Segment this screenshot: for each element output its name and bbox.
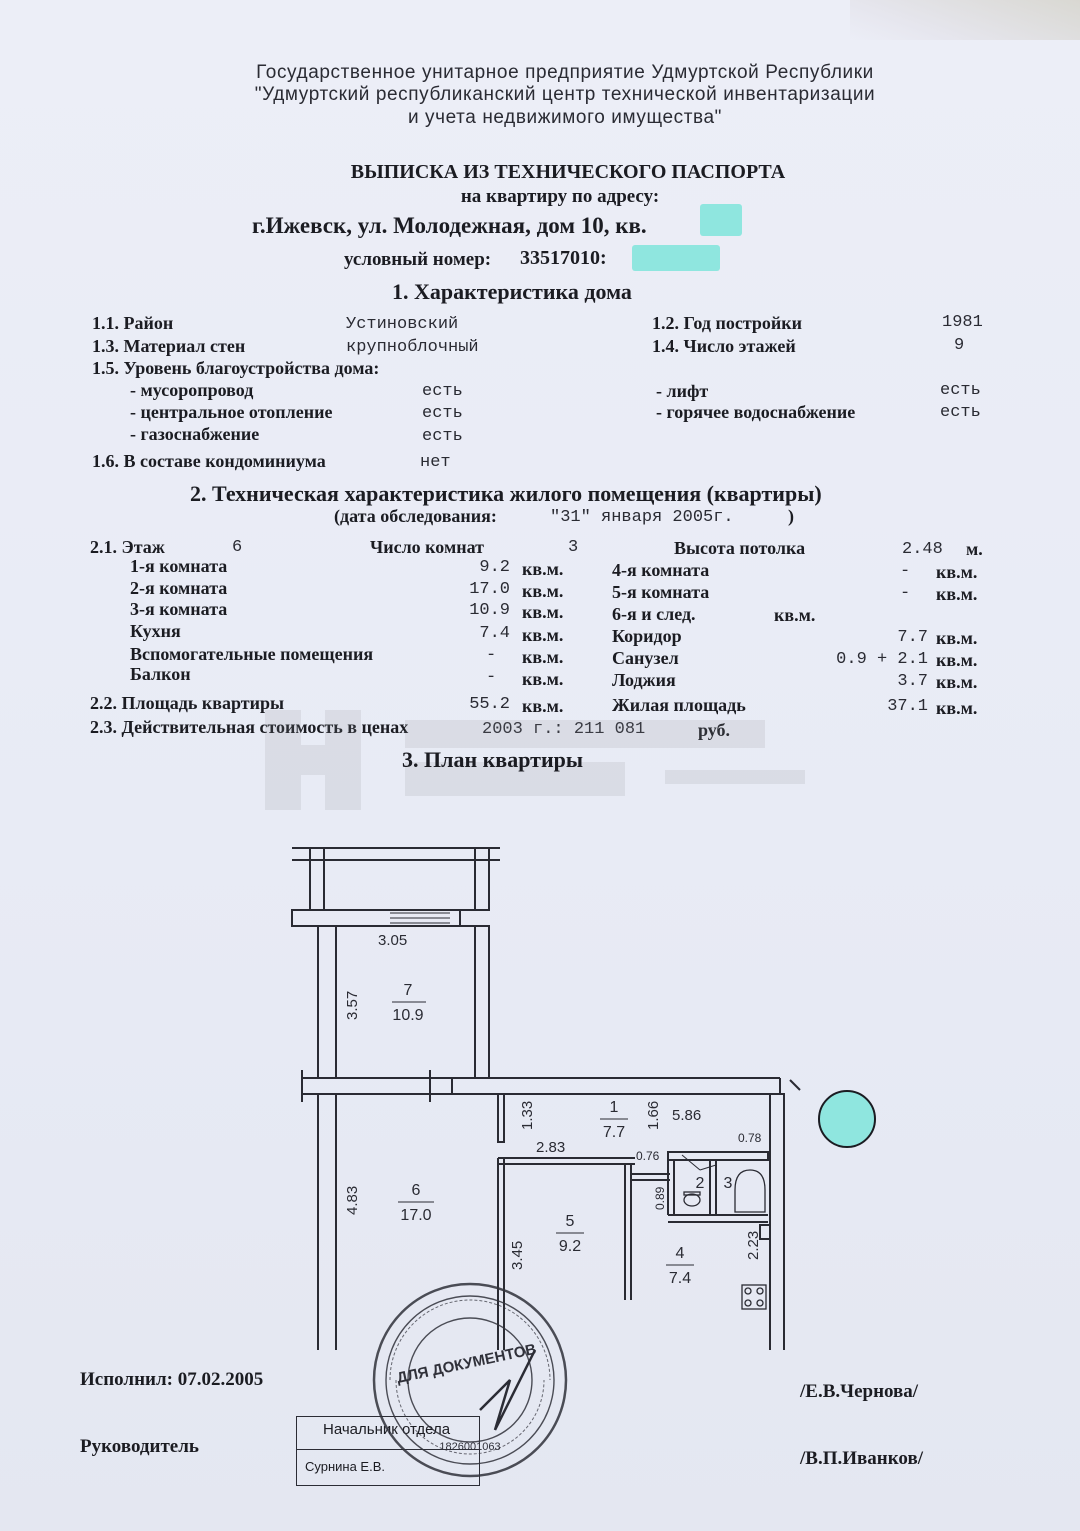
rooms-label: Число комнат: [370, 537, 484, 557]
redaction-mask: [700, 204, 742, 236]
room5-label: 5-я комната: [612, 582, 710, 602]
room-2-number: 2: [695, 1175, 705, 1192]
aux-unit: кв.м.: [522, 647, 564, 667]
gas-value: есть: [422, 427, 463, 446]
area-unit: кв.м.: [522, 696, 564, 716]
balcony-unit: кв.м.: [522, 669, 564, 689]
aux-value: -: [486, 646, 497, 665]
dim-089: 0.89: [653, 1186, 667, 1210]
room5-unit: кв.м.: [936, 584, 978, 604]
dim-166: 1.66: [645, 1100, 662, 1130]
dim-078: 0.78: [738, 1131, 762, 1145]
room4-value: -: [900, 562, 911, 581]
room3-value: 10.9: [469, 601, 510, 620]
org-line-2: "Удмуртский республиканский центр технической инвентаризации: [254, 84, 876, 105]
gas-label: - газоснабжение: [130, 424, 260, 444]
walls-value: крупноблочный: [346, 338, 479, 357]
dim-223: 2.23: [745, 1230, 762, 1260]
district-label: 1.1. Район: [92, 313, 174, 333]
kitchen-value: 7.4: [479, 624, 510, 643]
bath-unit: кв.м.: [936, 650, 978, 670]
garbage-label: - мусоропровод: [130, 380, 254, 400]
room-6-area: 17.0: [400, 1207, 432, 1224]
floor-label: 2.1. Этаж: [90, 537, 165, 557]
ceiling-label: Высота потолка: [674, 538, 806, 558]
garbage-value: есть: [422, 382, 463, 401]
bath-value: 0.9 + 2.1: [836, 650, 928, 669]
room-1-number: 1: [609, 1099, 619, 1116]
balcony-label: Балкон: [130, 664, 191, 684]
cost-unit: руб.: [698, 720, 731, 740]
room-5-number: 5: [565, 1213, 575, 1230]
org-line-1: Государственное унитарное предприятие Удмуртской Республики: [256, 62, 874, 83]
cond-number-label: условный номер:: [344, 249, 492, 270]
dim-483: 4.83: [344, 1185, 361, 1215]
living-unit: кв.м.: [936, 698, 978, 718]
room1-value: 9.2: [479, 558, 510, 577]
walls-label: 1.3. Материал стен: [92, 336, 246, 356]
executor-name: /Е.В.Чернова/: [800, 1381, 919, 1402]
hotwater-label: - горячее водоснабжение: [656, 402, 856, 422]
room4-label: 4-я комната: [612, 560, 710, 580]
dim-586: 5.86: [672, 1107, 702, 1124]
section2-heading: 2. Техническая характеристика жилого помещения (квартиры): [190, 481, 822, 506]
balcony-value: -: [486, 668, 497, 687]
box-name: Сурнина Е.В.: [305, 1459, 385, 1474]
room-1-area: 7.7: [602, 1124, 626, 1141]
corridor-label: Коридор: [612, 626, 682, 646]
loggia-walls: [292, 848, 500, 910]
room3-label: 3-я комната: [130, 599, 228, 619]
middle-wall: [302, 1070, 800, 1102]
area-label: 2.2. Площадь квартиры: [90, 693, 285, 713]
lift-label: - лифт: [656, 381, 709, 401]
ceiling-value: 2.48: [902, 540, 943, 559]
org-line-3: и учета недвижимого имущества": [407, 107, 723, 128]
dim-305: 3.05: [378, 932, 408, 949]
kitchen-unit: кв.м.: [522, 625, 564, 645]
corridor-value: 7.7: [897, 628, 928, 647]
room1-label: 1-я комната: [130, 556, 228, 576]
condo-value: нет: [420, 453, 451, 472]
stove-icon: [742, 1285, 766, 1309]
box-title: Начальник отдела: [323, 1421, 451, 1438]
district-value: Устиновский: [346, 315, 459, 334]
dim-076: 0.76: [636, 1149, 660, 1163]
room-3-number: 3: [723, 1175, 733, 1192]
ceiling-unit: м.: [966, 539, 983, 559]
dim-357: 3.57: [344, 990, 361, 1020]
bath-label: Санузел: [612, 648, 679, 668]
cost-value: 2003 г.: 211 081: [482, 720, 646, 739]
executed-label: Исполнил: 07.02.2005: [80, 1369, 264, 1390]
room3-unit: кв.м.: [522, 602, 564, 622]
floor-value: 6: [232, 538, 243, 557]
section1-heading: 1. Характеристика дома: [392, 279, 632, 304]
address: г.Ижевск, ул. Молодежная, дом 10, кв.: [252, 213, 647, 238]
heating-value: есть: [422, 404, 463, 423]
loggia-unit: кв.м.: [936, 672, 978, 692]
background-paper-corner: [850, 0, 1080, 40]
living-label: Жилая площадь: [612, 695, 746, 715]
redaction-marker: [818, 1090, 876, 1148]
document-title: ВЫПИСКА ИЗ ТЕХНИЧЕСКОГО ПАСПОРТА: [350, 161, 786, 183]
aux-label: Вспомогательные помещения: [130, 644, 374, 664]
loggia-label: Лоджия: [612, 670, 676, 690]
kitchen-label: Кухня: [130, 621, 181, 641]
rooms-value: 3: [568, 538, 579, 557]
room2-label: 2-я комната: [130, 578, 228, 598]
room2-value: 17.0: [469, 580, 510, 599]
loggia-wall: [292, 910, 476, 926]
floor-plan: [280, 830, 810, 1350]
loggia-value: 3.7: [897, 672, 928, 691]
room-7-number: 7: [403, 982, 413, 999]
living-value: 37.1: [887, 697, 928, 716]
room6-unit: кв.м.: [774, 605, 816, 625]
survey-label: (дата обследования:: [334, 506, 497, 526]
room-6-number: 6: [411, 1182, 421, 1199]
cond-number: 33517010:: [520, 247, 607, 269]
lift-value: есть: [940, 381, 981, 400]
dim-133: 1.33: [519, 1100, 536, 1130]
amenity-label: 1.5. Уровень благоустройства дома:: [92, 358, 380, 378]
survey-close: ): [788, 506, 794, 526]
floors-value: 9: [954, 336, 965, 355]
stamp-code: 1826001063: [439, 1441, 501, 1453]
stamp-center-text: ДЛЯ ДОКУМЕНТОВ: [395, 1340, 538, 1387]
room-7-area: 10.9: [392, 1007, 424, 1024]
survey-date: "31" января 2005г.: [550, 508, 734, 527]
area-value: 55.2: [469, 695, 510, 714]
room-6-walls: [318, 1094, 336, 1350]
hotwater-value: есть: [940, 403, 981, 422]
heating-label: - центральное отопление: [130, 402, 333, 422]
condo-label: 1.6. В составе кондоминиума: [92, 451, 326, 471]
year-value: 1981: [942, 313, 983, 332]
head-label: Руководитель: [80, 1436, 199, 1457]
corridor-unit: кв.м.: [936, 628, 978, 648]
room2-unit: кв.м.: [522, 581, 564, 601]
official-stamp: [360, 1280, 580, 1490]
room4-unit: кв.м.: [936, 562, 978, 582]
section3-heading: 3. План квартиры: [402, 747, 584, 772]
year-label: 1.2. Год постройки: [652, 313, 803, 333]
head-name: /В.П.Иванков/: [800, 1448, 923, 1469]
dim-345: 3.45: [509, 1240, 526, 1270]
room5-value: -: [900, 584, 911, 603]
room-4-area: 7.4: [668, 1270, 692, 1287]
room1-unit: кв.м.: [522, 559, 564, 579]
room6-label: 6-я и след.: [612, 604, 696, 624]
redaction-mask: [632, 245, 720, 271]
room-5-area: 9.2: [558, 1238, 582, 1255]
document-subtitle: на квартиру по адресу:: [460, 186, 660, 207]
floors-label: 1.4. Число этажей: [652, 336, 796, 356]
room-4-number: 4: [675, 1245, 685, 1262]
cost-label: 2.3. Действительная стоимость в ценах: [90, 717, 409, 737]
dim-283: 2.83: [536, 1139, 566, 1156]
